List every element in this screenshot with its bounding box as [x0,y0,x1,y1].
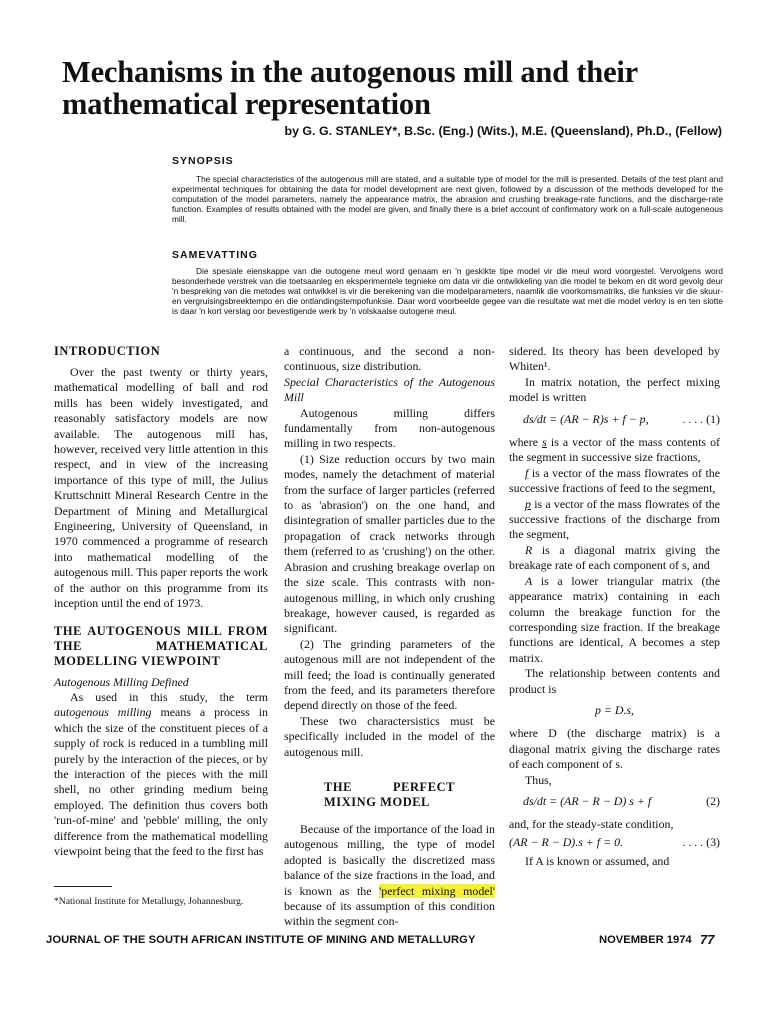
continued-paragraph: a continuous, and the second a non-continuous, size distribution. [284,344,495,374]
paragraph: If A is known or assumed, and [525,854,670,869]
paragraph: and, for the steady-state condition, [509,817,674,832]
column-middle [284,344,495,930]
introduction-paragraph: Over the past twenty or thirty years, mathematical modelling of ball and rod mills has been widely investigated, and reasonably satisfactory models are now available. The autogenous mill has, however, received very little attention in this respect, and in view of the increasing importance of this type of mill, the Julius Kruttschnitt Mineral Research Centre in the Department of Mining and Metallurgical Engineering, University of Queensland, in 1970 commenced a programme of research into mathematical modelling of the autogenous mill. This paper reports the work of the author on this programme from its inception until the end of 1973. [54,365,268,611]
section-heading-mathematical-viewpoint: THE AUTOGENOUS MILL FROM THE MATHEMATICAL MODELLING VIEWPOINT [54,623,268,668]
footnote: *National Institute for Metallurgy, Johannesburg. [54,896,244,907]
subheading-special-characteristics: Special Characteristics of the Autogenous Mill [284,374,495,405]
issue-date: NOVEMBER 1974 [599,934,692,946]
paragraph: where s is a vector of the mass contents of the segment in successive size fractions, [509,435,720,465]
page-number: 77 [700,932,715,947]
equation-3: (AR − R − D).s + f = 0. . . . . (3) [509,834,720,849]
paragraph: These two charactersistics must be specifically included in the model of the autogenous mill. [284,713,495,759]
column-left [54,344,268,859]
equation-1: ds/dt = (AR − R)s + f − p, . . . . (1) [523,411,720,426]
paragraph: sidered. Its theory has been developed by Whiten¹. [509,344,720,374]
paragraph: Thus, [525,772,552,787]
highlighted-text: 'perfect mixing model' [379,883,495,898]
samevatting-heading: SAMEVATTING [172,249,258,261]
introduction-heading: INTRODUCTION [54,344,161,358]
paragraph: The relationship between contents and product is [509,666,720,696]
paragraph: (2) The grinding parameters of the autogenous mill are not independent of the mill feed; the load is continually generated from the feed, and its parameters therefore depend directly on those of the feed. [284,636,495,713]
samevatting-text: Die spesiale eienskappe van die outogene meul word genaam en 'n geskikte tipe model vir die meul word voorgestel. Vervolgens word besonderhede verstrek van die toetsaanleg en eksperimentele tegnieke om data vir die ontwikkeling van die model te bekom en dit word gevolg deur 'n bespreking van die metodes wat ontwikkel is vir die berekening van die modelparameters, naamlik die voorkomsmatriks, die funksies vir die skuur- en vergruisingsbreektempo en die ontlandingstempofunksie. Daar word voorbeelde gegee van die resultate wat met die model verkry is en ten slotte is daar 'n kort verslag oor bevestigende werk by 'n volskaalse outogene meul. [172,266,723,316]
synopsis-text: The special characteristics of the autogenous mill are stated, and a suitable type of model for the mill is presented. Details of the test plant and experimental techniques for obtaining the data for model development are next given, followed by a discussion of the methods developed for the computation of the model parameters, namely the appearance matrix, the abrasion and crushing breakage-rate functions, and the discharge-rate function. Examples of results obtained with the model are given, and finally there is a brief account of confirmatory work on a full-scale autogeneous mill. [172,174,723,224]
section-heading-perfect-mixing: THE PERFECT MIXING MODEL [324,779,455,809]
paragraph: p is a vector of the mass flowrates of the successive fractions of the discharge from the segment, [509,496,720,542]
equation-2: ds/dt = (AR − R − D) s + f (2) [523,793,720,808]
synopsis-heading: SYNOPSIS [172,155,234,167]
paragraph: Autogenous milling differs fundamentally from non-autogenous milling in two respects. [284,405,495,451]
subheading-milling-defined: Autogenous Milling Defined [54,674,189,689]
footnote-divider [54,886,112,887]
equation-discharge: p = D.s, [594,702,635,717]
column-right [509,344,720,870]
paragraph: where D (the discharge matrix) is a diagonal matrix giving the discharge rates of each component of s. [509,726,720,772]
paragraph: f is a vector of the mass flowrates of the successive fractions of feed to the segment, [509,465,720,496]
journal-name: JOURNAL OF THE SOUTH AFRICAN INSTITUTE OF MINING AND METALLURGY [46,934,476,946]
definition-paragraph: As used in this study, the term autogenous milling means a process in which the size of the constituent pieces of a supply of rock is reduced in a tumbling mill purely by the interaction of the pieces, or by the interaction of the pieces with the mill shell, no other grinding medium being employed. The definition thus covers both 'run-of-mine' and 'pebble' milling, the only difference from the mathematical modelling viewpoint being that the feed to the first has [54,689,268,858]
paragraph: R is a diagonal matrix giving the breakage rate of each component of s, and [509,542,720,573]
author-byline: by G. G. STANLEY*, B.Sc. (Eng.) (Wits.), M.E. (Queensland), Ph.D., (Fellow) [284,124,722,138]
perfect-mixing-paragraph: Because of the importance of the load in autogenous milling, the type of model adopted is basically the discretized mass balance of the size fractions in the load, and is known as the 'perfect mixing model' because of its assumption of this condition within the segment con- [284,821,495,929]
paragraph: In matrix notation, the perfect mixing model is written [509,374,720,405]
paragraph: (1) Size reduction occurs by two main modes, namely the detachment of material from the surface of larger particles (referred to as 'abrasion') on the one hand, and disintegration of smaller particles due to the propagation of crack networks through them (referred to as 'crushing') on the other. Abrasion and crushing breakage overlap on the size scale. This contrasts with non-autogenous milling, in which only crushing breakage, however caused, is regarded as significant. [284,451,495,636]
paragraph: A is a lower triangular matrix (the appearance matrix) containing in each column the breakage function for the corresponding size fraction. If the breakage functions are identical, A becomes a step matrix. [509,573,720,665]
article-title: Mechanisms in the autogenous mill and their mathematical representation [62,55,638,121]
